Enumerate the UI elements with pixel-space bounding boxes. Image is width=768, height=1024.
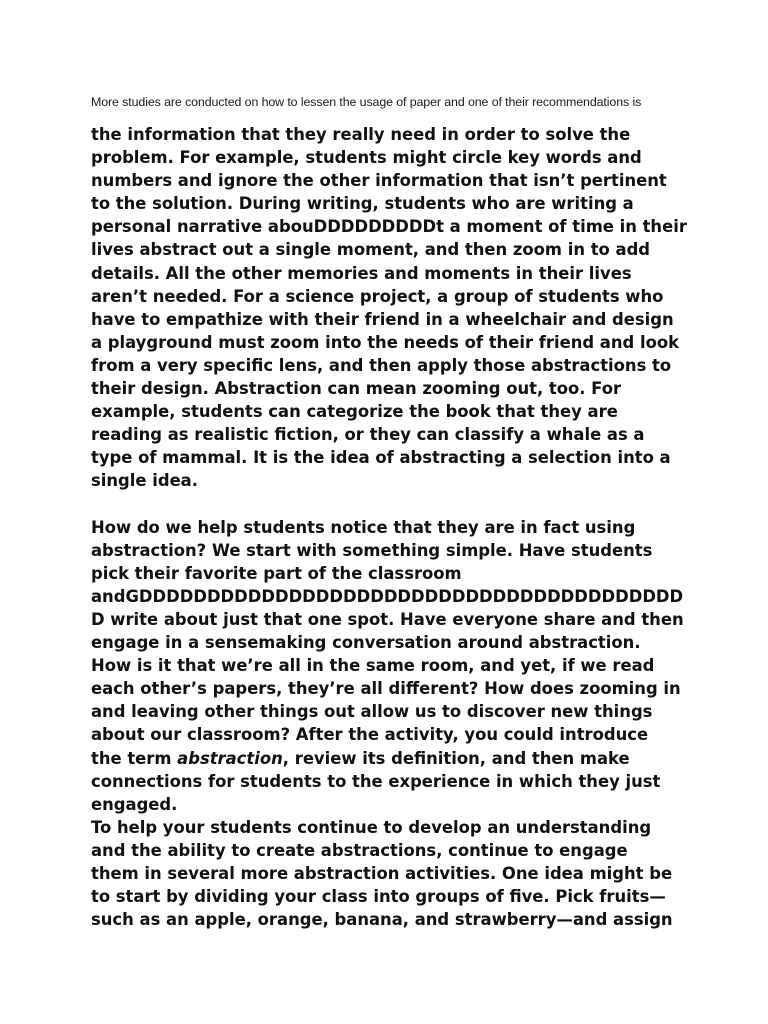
text-line: from a very specific lens, and then apply those abstractions to (91, 355, 672, 375)
text-line: abstraction? We start with something simple. Have students (91, 540, 653, 560)
text-line: them in several more abstraction activities. One idea might be (91, 864, 673, 883)
term-line-before: the term (91, 748, 178, 768)
text-line: lives abstract out a single moment, and then zoom in to add (91, 240, 651, 260)
text-line: and the ability to create abstractions, continue to engage (91, 840, 628, 860)
text-line: problem. For example, students might circle key words and (91, 148, 642, 168)
text-line: to the solution. During writing, students who are writing a (91, 194, 634, 214)
text-line: such as an apple, orange, banana, and strawberry—and assign (91, 910, 673, 930)
text-line: about our classroom? After the activity, you could introduce (91, 725, 649, 745)
text-line: and leaving other things out allow us to discover new things (91, 702, 653, 722)
text-line: numbers and ignore the other information that isn’t pertinent (91, 171, 667, 191)
text-line: to start by dividing your class into groups of five. Pick fruits— (91, 887, 666, 907)
text-line: details. All the other memories and moments in their lives (91, 263, 632, 283)
text-line: example, students can categorize the book that they are (91, 402, 618, 422)
text-line: single idea. (91, 471, 198, 491)
term-line-after: , review its definition, and then make (282, 748, 630, 768)
text-line: their design. Abstraction can mean zooming out, too. For (91, 379, 622, 399)
text-line: engage in a sensemaking conversation around abstraction. (91, 633, 641, 653)
text-line: type of mammal. It is the idea of abstracting a selection into a (91, 448, 671, 468)
text-line: connections for students to the experience in which they just (91, 771, 661, 791)
text-line: personal narrative abouDDDDDDDDDt a moment of time in their (91, 217, 687, 237)
text-line: have to empathize with their friend in a wheelchair and design (91, 309, 674, 329)
paragraph-3 (91, 816, 691, 931)
text-line: aren’t needed. For a science project, a group of students who (91, 286, 664, 306)
text-line: engaged. (91, 794, 178, 814)
text-line: How is it that we’re all in the same room, and yet, if we read (91, 656, 655, 676)
term-line (91, 747, 691, 770)
text-line: To help your students continue to develop an understanding (91, 817, 652, 837)
text-line: D write about just that one spot. Have everyone share and then (91, 609, 684, 629)
document-body (91, 123, 691, 931)
text-line: andGDDDDDDDDDDDDDDDDDDDDDDDDDDDDDDDDDDDDDDDD (91, 586, 684, 606)
abstraction-term: abstraction (177, 748, 283, 768)
text-line: each other’s papers, they’re all different? How does zooming in (91, 679, 681, 699)
text-line: reading as realistic fiction, or they can classify a whale as a (91, 425, 645, 445)
paragraph-2 (91, 516, 691, 816)
text-line: How do we help students notice that they are in fact using (91, 517, 636, 537)
intro-line: More studies are conducted on how to lessen the usage of paper and one of their recommendations is (91, 95, 642, 109)
paragraph-1 (91, 123, 691, 493)
text-line: pick their favorite part of the classroom (91, 563, 462, 583)
text-line: a playground must zoom into the needs of their friend and look (91, 332, 680, 352)
text-line: the information that they really need in order to solve the (91, 125, 631, 144)
paragraph-gap (91, 493, 691, 516)
